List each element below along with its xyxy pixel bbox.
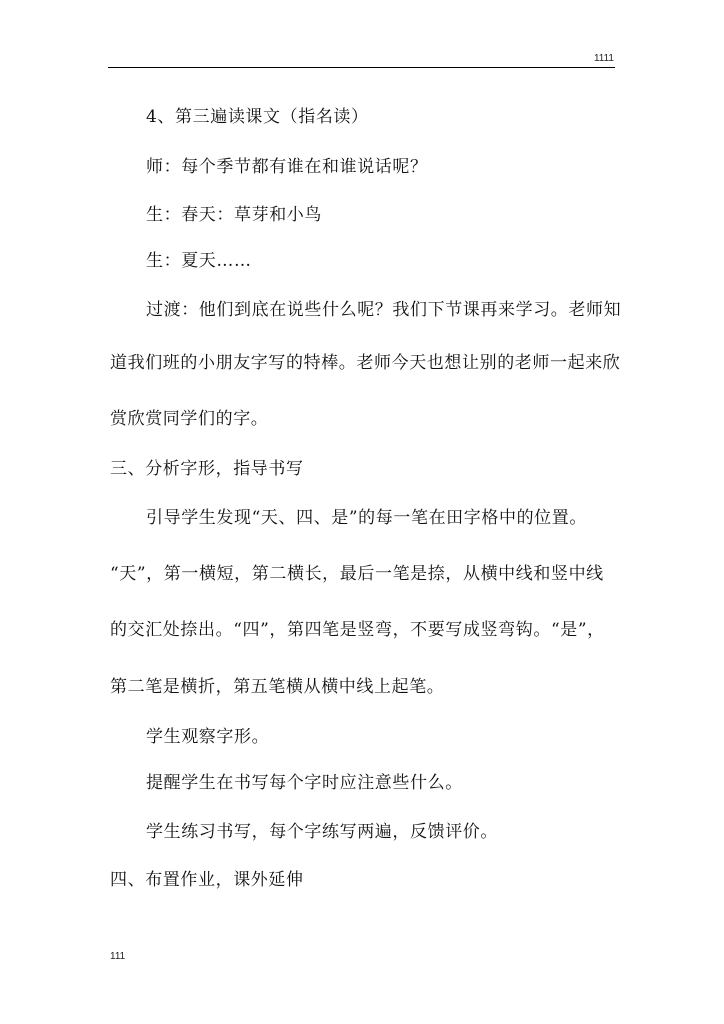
section-heading-3: 三、分析字形，指导书写 xyxy=(110,459,304,479)
section-heading-4: 四、布置作业，课外延伸 xyxy=(110,870,304,890)
text-line-12: 第二笔是横折，第五笔横从横中线上起笔。 xyxy=(110,677,445,697)
text-line-11: 的交汇处捺出。“四”，第四笔是竖弯，不要写成竖弯钩。“是”， xyxy=(110,620,605,640)
text-line-2: 师：每个季节都有谁在和谁说话呢？ xyxy=(146,157,428,177)
text-line-9: 引导学生发现“天、四、是”的每一笔在田字格中的位置。 xyxy=(146,508,587,528)
text-line-10: “天”，第一横短，第二横长，最后一笔是捺，从横中线和竖中线 xyxy=(110,564,604,584)
text-line-7: 赏欣赏同学们的字。 xyxy=(110,409,269,429)
text-line-3: 生：春天：草芽和小鸟 xyxy=(146,205,322,225)
text-line-1: 4、第三遍读课文（指名读） xyxy=(146,107,369,127)
text-line-6: 道我们班的小朋友字写的特棒。老师今天也想让别的老师一起来欣 xyxy=(110,353,621,373)
text-line-14: 提醒学生在书写每个字时应注意些什么。 xyxy=(146,773,463,793)
text-line-15: 学生练习书写，每个字练写两遍，反馈评价。 xyxy=(146,822,498,842)
header-rule xyxy=(108,67,615,68)
footer-page-number: 111 xyxy=(110,951,126,962)
header-page-number: 1111 xyxy=(593,53,614,64)
text-line-13: 学生观察字形。 xyxy=(146,727,270,747)
text-line-5: 过渡：他们到底在说些什么呢？我们下节课再来学习。老师知 xyxy=(146,300,622,320)
text-line-4: 生：夏天…… xyxy=(146,251,252,271)
